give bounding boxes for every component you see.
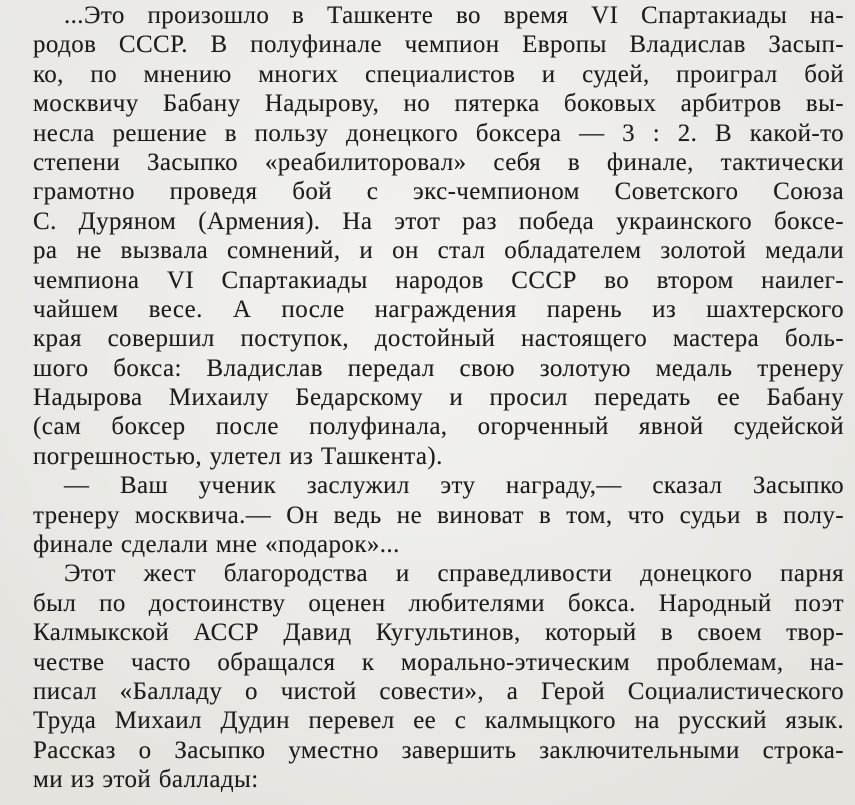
- text-line: тренеру москвича.— Он ведь не виноват в том, что судьи в полу-: [33, 501, 844, 529]
- text-line: Калмыкской АССР Давид Кугультинов, который в своем твор-: [33, 619, 844, 647]
- text-line: (сам боксер после полуфинала, огорченный явной судейской: [33, 413, 844, 441]
- text-line: чемпиона VI Спартакиады народов СССР во втором наилег-: [33, 266, 844, 294]
- text-line: ко, по мнению многих специалистов и судей, проиграл бой: [33, 60, 844, 88]
- text-line: ...Это произошло в Ташкенте во время VI Спартакиады на-: [64, 2, 844, 29]
- text-line: Труда Михаил Дудин перевел ее с калмыцкого на русский язык.: [33, 707, 844, 735]
- text-line: С. Дуряном (Армения). На этот раз победа украинского боксе-: [33, 207, 844, 235]
- text-line: ра не вызвала сомнений, и он стал обладателем золотой медали: [33, 237, 844, 265]
- text-line: края совершил поступок, достойный настоящего мастера боль-: [33, 325, 844, 353]
- text-line: шого бокса: Владислав передал свою золотую медаль тренеру: [33, 354, 844, 382]
- text-column: [33, 1, 844, 795]
- text-line: честве часто обращался к морально-этическим проблемам, на-: [33, 648, 844, 676]
- text-line: — Ваш ученик заслужил эту награду,— сказал Засыпко: [64, 472, 844, 500]
- text-line: чайшем весе. А после награждения парень из шахтерского: [33, 295, 844, 323]
- text-line: погрешностью, улетел из Ташкента).: [33, 442, 443, 470]
- text-line: Надырова Михаилу Бедарскому и просил передать ее Бабану: [33, 384, 844, 412]
- text-line: писал «Балладу о чистой совести», а Герой Социалистического: [33, 677, 844, 705]
- text-line: грамотно проведя бой с экс-чемпионом Советского Союза: [33, 178, 844, 206]
- text-line: Этот жест благородства и справедливости донецкого парня: [64, 560, 844, 588]
- text-line: несла решение в пользу донецкого боксера — 3 : 2. В какой-то: [33, 119, 844, 147]
- text-line: родов СССР. В полуфинале чемпион Европы Владислав Засып-: [33, 31, 844, 59]
- text-line: степени Засыпко «реабилиторовал» себя в финале, тактически: [33, 148, 844, 176]
- text-line: москвичу Бабану Надырову, но пятерка боковых арбитров вы-: [33, 90, 844, 118]
- text-line: финале сделали мне «подарок»...: [33, 531, 400, 559]
- text-line: ми из этой баллады:: [33, 766, 259, 794]
- text-line: был по достоинству оценен любителями бокса. Народный поэт: [33, 589, 844, 617]
- text-line: Рассказ о Засыпко уместно завершить заключительными строка-: [33, 736, 844, 764]
